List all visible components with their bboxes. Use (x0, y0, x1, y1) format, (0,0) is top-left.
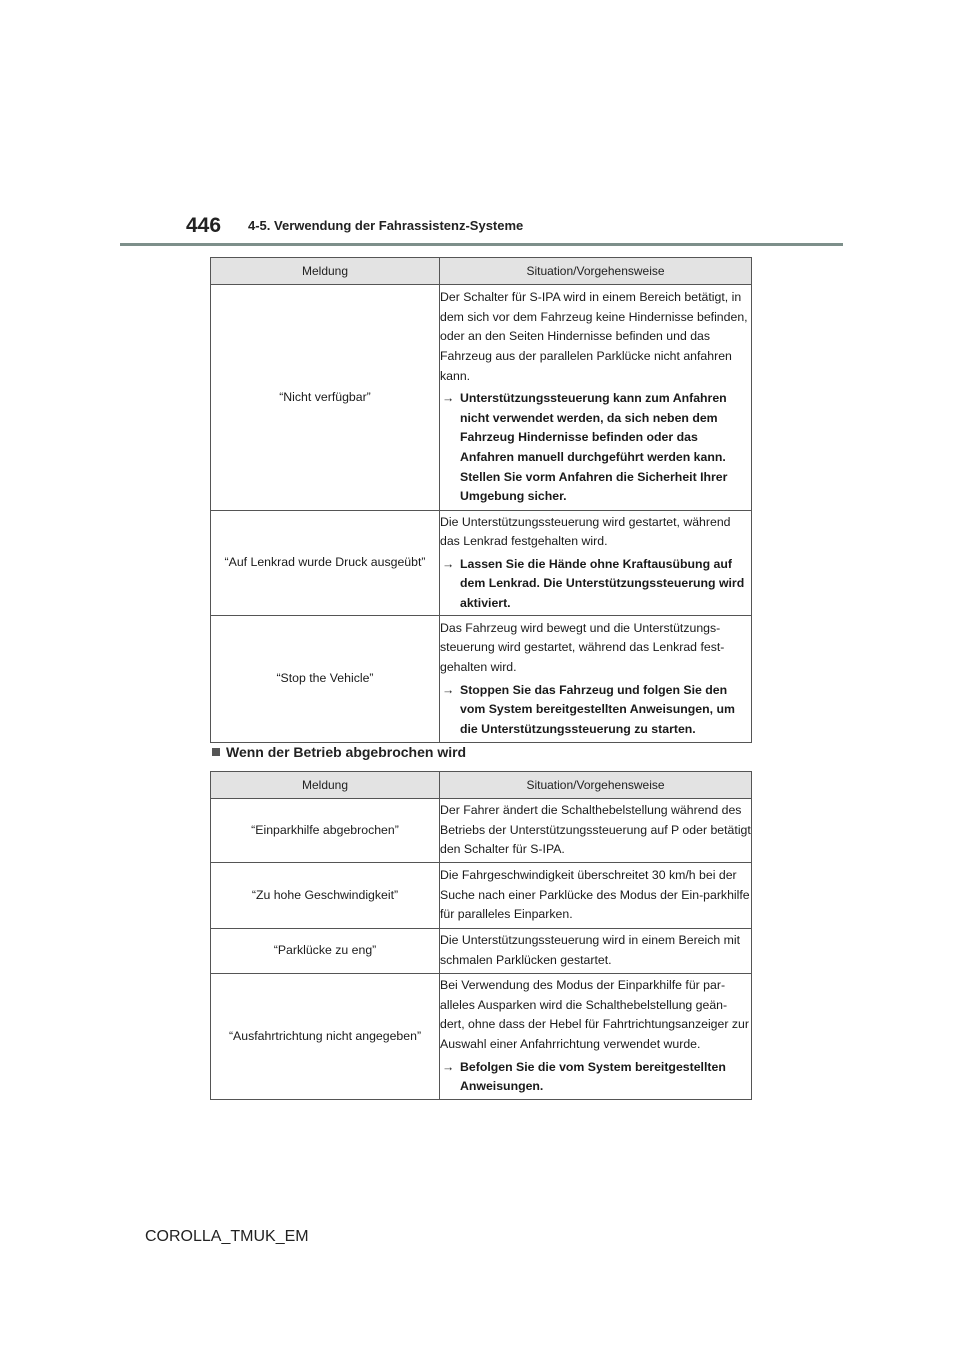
message-cell: “Stop the Vehicle” (211, 616, 440, 743)
square-bullet-icon (212, 748, 220, 756)
situation-cell (440, 799, 752, 863)
action-item (440, 681, 751, 740)
action-item (440, 1058, 751, 1097)
message-cell: “Zu hohe Geschwindigkeit” (211, 863, 440, 929)
table-row (211, 285, 752, 511)
situation-description: Bei Verwendung des Modus der Einparkhilfe für par-alleles Ausparken wird die Schalthebelstellung geän-dert, ohne dass der Hebel für Fahrtrichtungsanzeiger zur Auswahl einer Anfahrrichtung verwendet wurde. (440, 978, 749, 1051)
table-row (211, 974, 752, 1100)
header-divider (120, 243, 843, 246)
table-row (211, 799, 752, 863)
table-header-row (211, 772, 752, 799)
message-cell: “Nicht verfügbar” (211, 285, 440, 511)
message-cell: “Parklücke zu eng” (211, 929, 440, 974)
column-header-message: Meldung (211, 772, 440, 799)
action-text: Unterstützungssteuerung kann zum Anfahren nicht verwendet werden, da sich neben dem Fahrzeug Hindernisse befinden oder das Anfahren manuell durchgeführt werden kann. Stellen Sie vorm Anfahren die Sicherheit Ihrer Umgebung sicher. (460, 391, 728, 504)
column-header-situation: Situation/Vorgehensweise (440, 772, 752, 799)
column-header-message: Meldung (211, 258, 440, 285)
action-item (440, 555, 751, 614)
action-text: Befolgen Sie die vom System bereitgestellten Anweisungen. (460, 1059, 726, 1094)
situation-description: Die Unterstützungssteuerung wird gestartet, während das Lenkrad festgehalten wird. (440, 514, 731, 549)
situation-description: Die Unterstützungssteuerung wird in einem Bereich mit schmalen Parklücken gestartet. (440, 933, 741, 967)
table-row (211, 616, 752, 743)
situation-cell (440, 285, 752, 511)
arrow-icon: → (442, 391, 455, 406)
situation-cell (440, 616, 752, 743)
subheading (212, 744, 466, 760)
situation-description: Der Schalter für S-IPA wird in einem Bereich betätigt, in dem sich vor dem Fahrzeug keine Hindernisse befinden, oder an den Seiten Hindernisse befinden und das Fahrzeug aus der parallelen Parklücke nicht anfahren kann. (440, 290, 748, 383)
arrow-icon: → (442, 682, 455, 697)
arrow-icon: → (442, 1059, 455, 1074)
action-item (440, 389, 751, 507)
message-table-cancelled (210, 771, 752, 1100)
situation-description: Der Fahrer ändert die Schalthebelstellung während des Betriebs der Unterstützungssteuerung auf P oder betätigt den Schalter für S-IPA. (440, 803, 751, 857)
situation-description: Die Fahrgeschwindigkeit überschreitet 30 km/h bei der Suche nach einer Parklücke des Modus der Ein-parkhilfe für paralleles Einparken. (440, 868, 750, 922)
table-row (211, 929, 752, 974)
situation-cell (440, 511, 752, 616)
action-text: Lassen Sie die Hände ohne Kraftausübung auf dem Lenkrad. Die Unterstützungssteuerung wird aktiviert. (460, 556, 745, 610)
message-cell: “Einparkhilfe abgebrochen” (211, 799, 440, 863)
action-text: Stoppen Sie das Fahrzeug und folgen Sie den vom System bereitgestellten Anweisungen, um die Unterstützungssteuerung zu starten. (460, 682, 735, 736)
footer-document-code: COROLLA_TMUK_EM (145, 1228, 309, 1245)
message-cell: “Ausfahrtrichtung nicht angegeben” (211, 974, 440, 1100)
situation-cell (440, 863, 752, 929)
subheading-text: Wenn der Betrieb abgebrochen wird (226, 744, 467, 760)
message-cell: “Auf Lenkrad wurde Druck ausgeübt” (211, 511, 440, 616)
arrow-icon: → (442, 556, 455, 571)
column-header-situation: Situation/Vorgehensweise (440, 258, 752, 285)
table-header-row (211, 258, 752, 285)
page-number: 446 (186, 214, 222, 237)
situation-cell (440, 929, 752, 974)
situation-cell (440, 974, 752, 1100)
table-row (211, 863, 752, 929)
situation-description: Das Fahrzeug wird bewegt und die Unterstützungs-steuerung wird gestartet, während das Lenkrad fest-gehalten wird. (440, 620, 725, 674)
table-row (211, 511, 752, 616)
message-table-unavailable (210, 257, 752, 743)
section-title: 4-5. Verwendung der Fahrassistenz-Systeme (248, 218, 524, 233)
